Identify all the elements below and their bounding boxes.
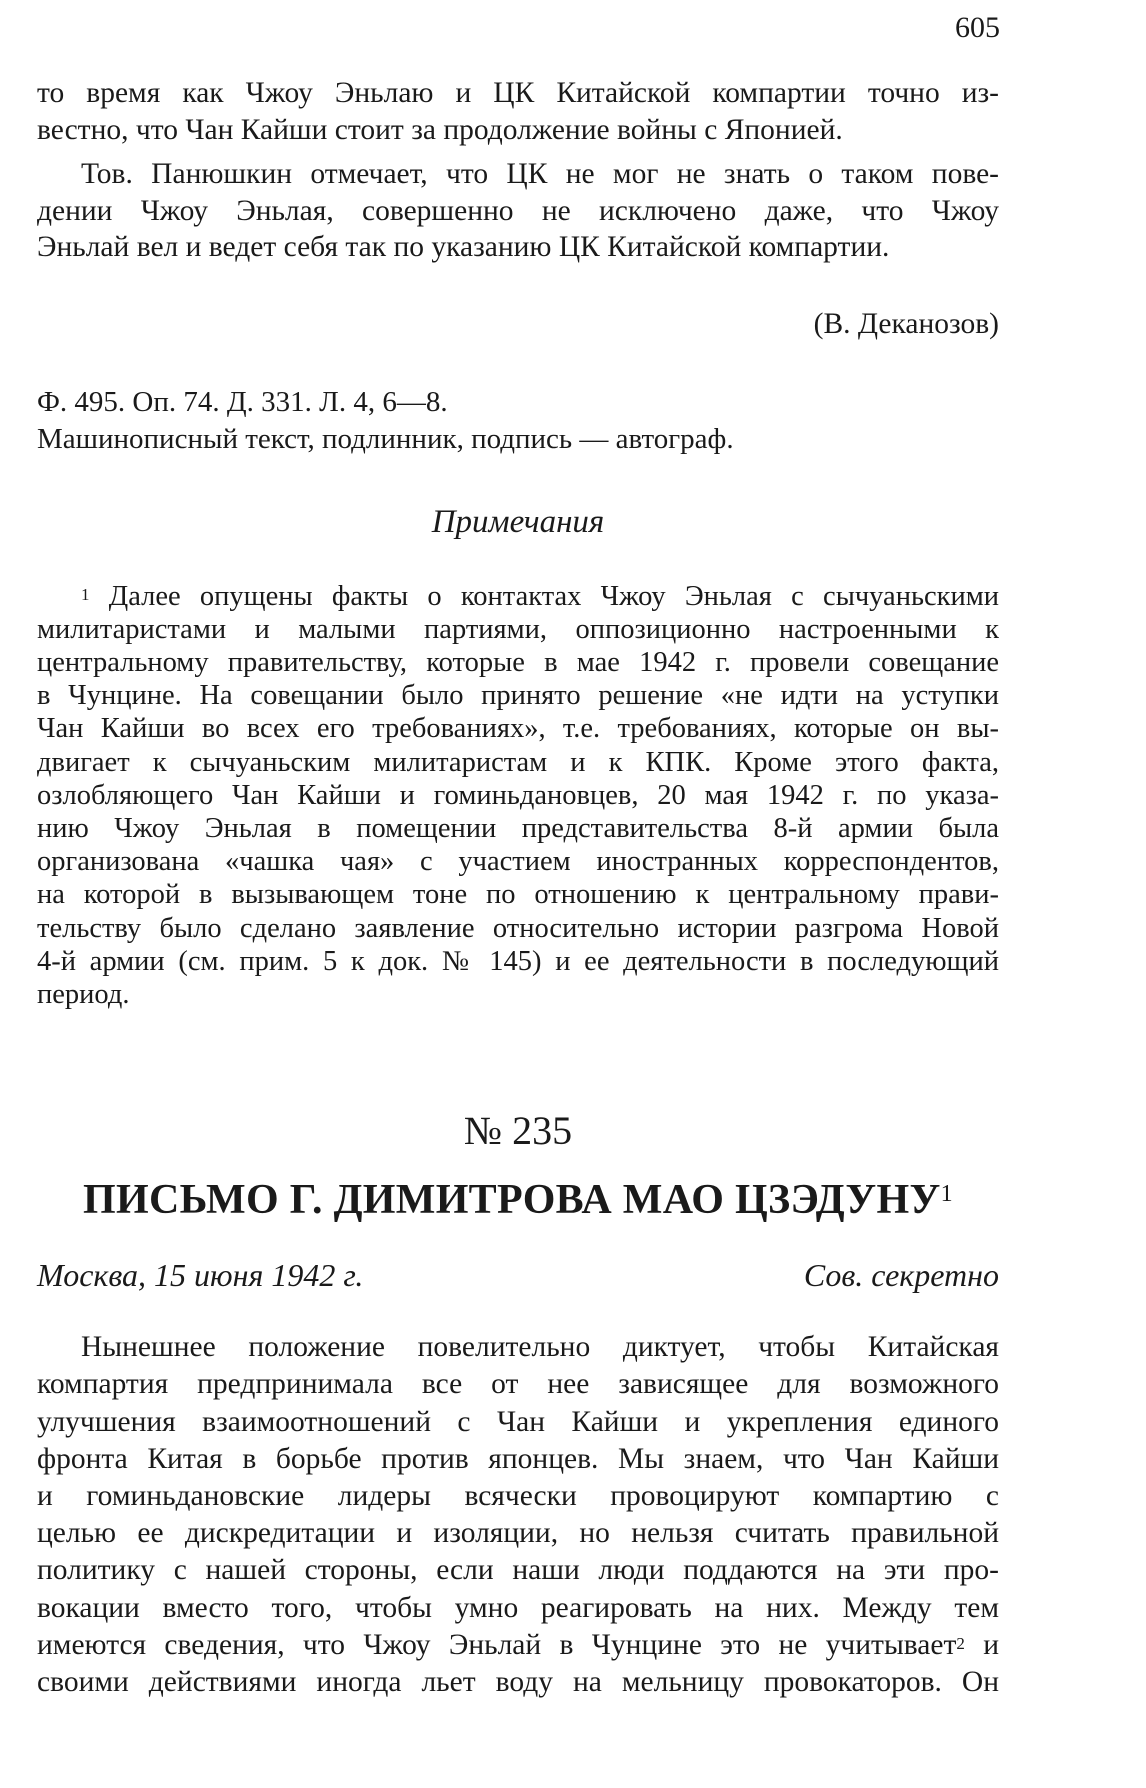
footnote-line: озлобляющего Чан Кайши и гоминьдановцев, 20 мая 1942 г. по указа-: [37, 779, 999, 811]
paragraph-1: [37, 75, 999, 148]
archive-reference: [37, 384, 999, 458]
classification: Сов. секретно: [803, 1257, 999, 1294]
body-line: улучшения взаимоотношений с Чан Кайши и укрепления единого: [37, 1405, 999, 1438]
title-footnote-marker: 1: [940, 1181, 953, 1208]
footnote-line: Чан Кайши во всех его требованиях», т.е. требованиях, которые он вы-: [37, 713, 999, 745]
archive-fond: Ф. 495. Оп. 74. Д. 331. Л. 4, 6—8.: [37, 385, 448, 418]
document-title: [37, 1175, 999, 1225]
archive-description: Машинописный текст, подлинник, подпись — автограф.: [37, 422, 734, 455]
footnote-line: период.: [37, 978, 130, 1010]
page-content: [37, 75, 999, 1701]
footnote-line: организована «чашка чая» с участием иностранных корреспондентов,: [37, 846, 999, 878]
body-line: [37, 1627, 999, 1664]
footnote-line: нию Чжоу Эньлая в помещении представительства 8-й армии была: [37, 812, 999, 844]
body-line: вокации вместо того, чтобы умно реагировать на них. Между тем: [37, 1591, 999, 1624]
place-date: Москва, 15 июня 1942 г.: [37, 1257, 364, 1294]
page-number: 605: [955, 11, 1000, 44]
text-line: Эньлай вел и ведет себя так по указанию ЦК Китайской компартии.: [37, 231, 890, 263]
footnote-line: центральному правительству, которые в мае 1942 г. провели совещание: [37, 646, 999, 678]
text-line: то время как Чжоу Эньлаю и ЦК Китайской компартии точно из-: [37, 77, 999, 109]
footnote-line: в Чунцине. На совещании было принято решение «не идти на уступки: [37, 680, 999, 712]
body-line: фронта Китая в борьбе против японцев. Мы знаем, что Чан Кайши: [37, 1442, 999, 1475]
footnote-1: [37, 580, 999, 1012]
notes-title: Примечания: [431, 503, 605, 540]
footnote-line: [37, 580, 999, 613]
text-line: вестно, что Чан Кайши стоит за продолжение войны с Японией.: [37, 113, 843, 146]
body-line-text: и: [964, 1628, 999, 1661]
body-line: и гоминьдановские лидеры всячески провоцируют компартию с: [37, 1479, 999, 1512]
footnote-marker: 1: [81, 584, 90, 604]
footnote-line: на которой в вызывающем тоне по отношению к центральному прави-: [37, 879, 999, 911]
letter-body: [37, 1329, 999, 1701]
document-number: № 235: [463, 1108, 573, 1154]
document-meta: [37, 1255, 999, 1295]
text-line: дении Чжоу Эньлая, совершенно не исключено даже, что Чжоу: [37, 194, 999, 227]
footnote-line: тельству было сделано заявление относительно истории разгрома Новой: [37, 912, 999, 944]
paragraph-2: [37, 156, 999, 266]
body-line: целью ее дискредитации и изоляции, но нельзя считать правильной: [37, 1517, 999, 1550]
body-line: компартия предпринимала все от нее зависящее для возможного: [37, 1368, 999, 1401]
body-line: своими действиями иногда льет воду на мельницу провокаторов. Он: [37, 1665, 999, 1698]
signature: (В. Деканозов): [813, 307, 999, 340]
body-line-text: имеются сведения, что Чжоу Эньлай в Чунцине это не учитывает: [37, 1628, 957, 1661]
footnote-line-text: Далее опущены факты о контактах Чжоу Эньлая с сычуаньскими: [108, 580, 999, 612]
body-line: Нынешнее положение повелительно диктует, чтобы Китайская: [81, 1331, 999, 1364]
text-line: Тов. Панюшкин отмечает, что ЦК не мог не знать о таком пове-: [81, 158, 999, 190]
body-footnote-marker: 2: [956, 1633, 965, 1653]
footnote-line: 4-й армии (см. прим. 5 к док. № 145) и ее деятельности в последующий: [37, 945, 999, 977]
body-line: политику с нашей стороны, если наши люди поддаются на эти про-: [37, 1554, 999, 1587]
footnote-line: двигает к сычуаньским милитаристам и к КПК. Кроме этого факта,: [37, 746, 999, 778]
document-title-text: ПИСЬМО Г. ДИМИТРОВА МАО ЦЗЭДУНУ: [83, 1177, 941, 1224]
footnote-line: милитаристами и малыми партиями, оппозиционно настроенными к: [37, 613, 999, 645]
